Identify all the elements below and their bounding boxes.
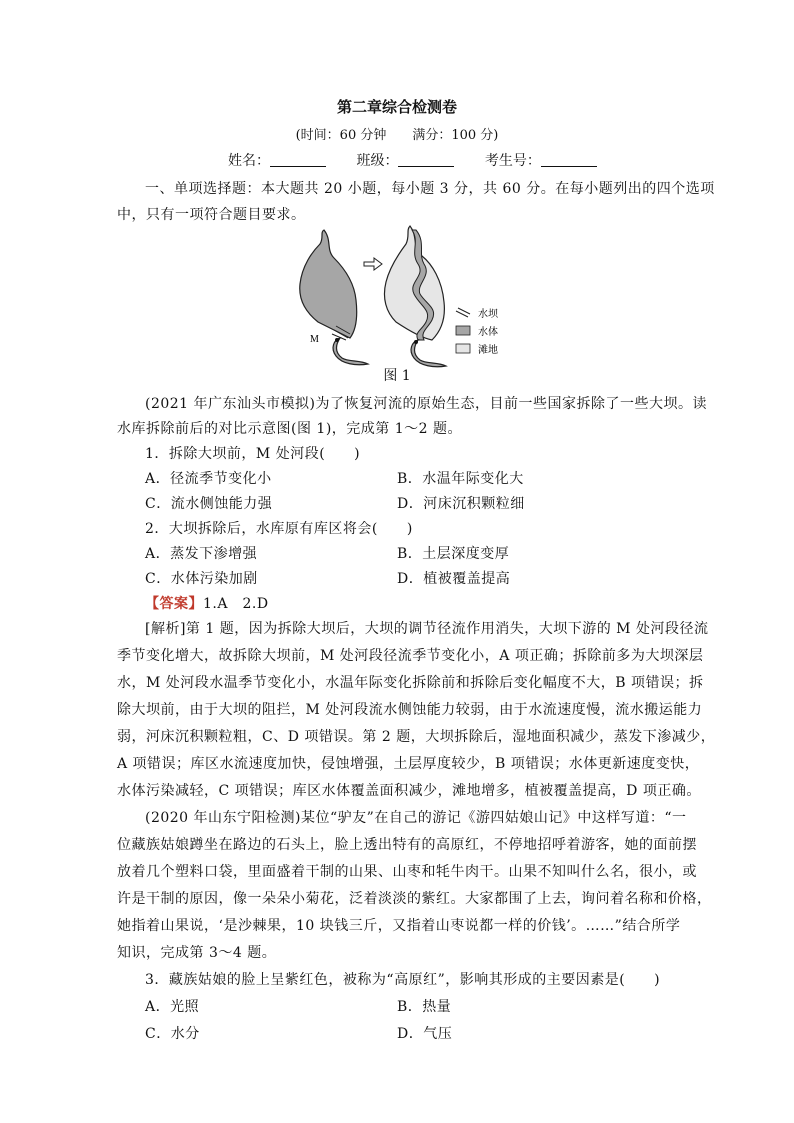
- analysis-line: 弱，河床沉积颗粒粗，C、D 项错误。第 2 题，大坝拆除后，湿地面积减少，蒸发下渗减少，: [117, 729, 716, 745]
- question-2-option-d[interactable]: D．植被覆盖提高: [397, 571, 511, 587]
- question-2-option-a[interactable]: A．蒸发下渗增强: [145, 546, 258, 562]
- arrow-icon: [364, 258, 382, 270]
- passage-2-line: 许是干制的原因，像一朵朵小菊花，泛着淡淡的紫红。大家都围了上去，询问着名称和价格，: [117, 891, 712, 907]
- reservoir-after: [384, 226, 446, 367]
- river-downstream-after: [411, 340, 446, 367]
- question-2-option-c[interactable]: C．水体污染加剧: [145, 571, 258, 587]
- question-3-option-d[interactable]: D．气压: [397, 1026, 453, 1042]
- passage-2-line: 位藏族姑娘蹲坐在路边的石头上，脸上透出特有的高原红，不停地招呼着游客，她的面前摆: [117, 837, 697, 853]
- figure-1-diagram: [290, 222, 540, 372]
- name-blank[interactable]: [270, 152, 326, 167]
- passage-2-line: 放着几个塑料口袋，里面盛着干制的山果、山枣和牦牛肉干。山果不知叫什么名，很小，或: [117, 864, 697, 880]
- answer-line: [145, 593, 269, 613]
- water-legend-swatch: [456, 326, 470, 335]
- dam-legend-icon: [456, 308, 470, 317]
- question-3-stem: 3．藏族姑娘的脸上呈紫红色，被称为“高原红”，影响其形成的主要因素是( ): [145, 972, 661, 988]
- passage-1-line-1: (2021 年广东汕头市模拟)为了恢复河流的原始生态，目前一些国家拆除了一些大坝。读: [145, 396, 708, 412]
- passage-1-line-2: 水库拆除前后的对比示意图(图 1)，完成第 1～2 题。: [117, 421, 462, 437]
- legend-beach-label: 滩地: [478, 345, 498, 356]
- analysis-line: 除大坝前，由于大坝的阻拦，M 处河段流水侧蚀能力较弱，由于水流速度慢，流水搬运能力: [117, 702, 703, 718]
- figure-1-caption: 图 1: [383, 368, 411, 384]
- page-title: 第二章综合检测卷: [336, 98, 457, 116]
- answer-tag: 【答案】: [145, 596, 203, 612]
- legend-dam-label: 水坝: [478, 309, 498, 320]
- analysis-line: 季节变化增大，故拆除大坝前，M 处河段径流季节变化小，A 项正确；拆除前多为大坝深层: [117, 648, 704, 664]
- m-label: M: [310, 334, 319, 345]
- question-2-stem: 2．大坝拆除后，水库原有库区将会( ): [145, 521, 413, 537]
- m-point-after: [414, 340, 418, 344]
- figure-legend: [456, 307, 499, 356]
- question-3-option-a[interactable]: A．光照: [145, 999, 200, 1015]
- analysis-line: A 项错误；库区水流速度加快，侵蚀增强，土层厚度较少，B 项错误；水体更新速度变快，: [117, 756, 700, 772]
- class-blank[interactable]: [398, 152, 454, 167]
- class-label: 班级：: [356, 153, 399, 169]
- name-label: 姓名：: [228, 153, 270, 169]
- analysis-line: [解析]第 1 题，因为拆除大坝后，大坝的调节径流作用消失，大坝下游的 M 处河段径流: [145, 621, 709, 637]
- passage-2-line: (2020 年山东宁阳检测)某位“驴友”在自己的游记《游四姑娘山记》中这样写道：“一: [145, 810, 687, 826]
- question-2-option-b[interactable]: B．土层深度变厚: [397, 546, 510, 562]
- river-downstream-before: [333, 338, 368, 365]
- analysis-line: 水体污染减轻，C 项错误；库区水体覆盖面积减少，滩地增多，植被覆盖提高，D 项正确。: [117, 783, 701, 799]
- passage-2-line: 知识，完成第 3～4 题。: [117, 945, 277, 961]
- m-point: [335, 338, 339, 342]
- question-1-option-d[interactable]: D．河床沉积颗粒细: [397, 496, 525, 512]
- question-1-option-c[interactable]: C．流水侧蚀能力强: [145, 496, 273, 512]
- question-3-option-b[interactable]: B．热量: [397, 999, 452, 1015]
- section-intro-line-1: 一、单项选择题：本大题共 20 小题，每小题 3 分，共 60 分。在每小题列出的四个选项: [145, 181, 715, 197]
- student-info-row: [228, 150, 623, 170]
- legend-water-label: 水体: [478, 327, 498, 338]
- passage-2-line: 她指着山果说，‘是沙棘果，10 块钱三斤，又指着山枣说都一样的价钱’。……”结合所学: [117, 918, 681, 934]
- answer-text: 1.A 2.D: [203, 596, 269, 612]
- beach-legend-swatch: [456, 344, 470, 353]
- section-intro-line-2: 中，只有一项符合题目要求。: [117, 207, 306, 223]
- student-id-blank[interactable]: [541, 152, 597, 167]
- reservoir-water-before: [300, 230, 357, 338]
- question-1-option-a[interactable]: A．径流季节变化小: [145, 471, 272, 487]
- student-id-label: 考生号：: [484, 153, 541, 169]
- question-1-stem: 1．拆除大坝前，M 处河段( ): [145, 446, 361, 462]
- question-1-option-b[interactable]: B．水温年际变化大: [397, 471, 524, 487]
- exam-time-score: (时间：60 分钟 满分：100 分): [295, 128, 499, 143]
- analysis-line: 水，M 处河段水温季节变化小，水温年际变化拆除前和拆除后变化幅度不大，B 项错误；拆: [117, 675, 704, 691]
- question-3-option-c[interactable]: C．水分: [145, 1026, 200, 1042]
